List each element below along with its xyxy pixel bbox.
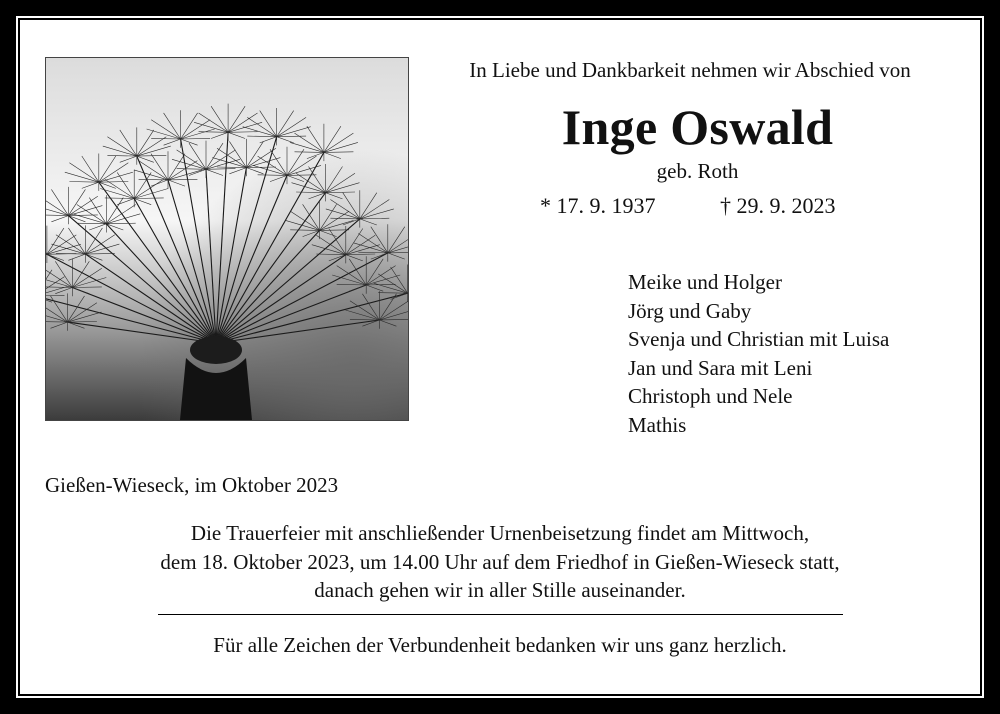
- mourners-list: [628, 268, 889, 440]
- mourner-name: Christoph und Nele: [628, 384, 793, 409]
- dandelion-photo: [45, 57, 409, 421]
- divider-line: [158, 614, 843, 615]
- service-line: dem 18. Oktober 2023, um 14.00 Uhr auf dem Friedhof in Gießen-Wieseck statt,: [160, 549, 840, 574]
- funeral-service-info: [0, 519, 1000, 605]
- death-date: † 29. 9. 2023: [720, 193, 836, 218]
- mourner-name: Jörg und Gaby: [628, 298, 752, 323]
- thanks-text: Für alle Zeichen der Verbundenheit bedanken wir uns ganz herzlich.: [213, 633, 787, 657]
- deceased-name: Inge Oswald: [561, 99, 834, 155]
- place-date: Gießen-Wieseck, im Oktober 2023: [45, 473, 339, 497]
- intro-text: In Liebe und Dankbarkeit nehmen wir Abschied von: [469, 58, 911, 82]
- mourner-name: Svenja und Christian mit Luisa: [628, 327, 890, 352]
- dandelion-image: [46, 58, 408, 420]
- maiden-name: geb. Roth: [656, 159, 739, 183]
- birth-date: * 17. 9. 1937: [540, 193, 656, 218]
- mourner-name: Jan und Sara mit Leni: [628, 355, 813, 380]
- service-line: danach gehen wir in aller Stille auseinander.: [314, 578, 686, 603]
- mourner-name: Mathis: [628, 412, 687, 437]
- service-line: Die Trauerfeier mit anschließender Urnenbeisetzung findet am Mittwoch,: [190, 521, 810, 545]
- mourner-name: Meike und Holger: [628, 270, 782, 294]
